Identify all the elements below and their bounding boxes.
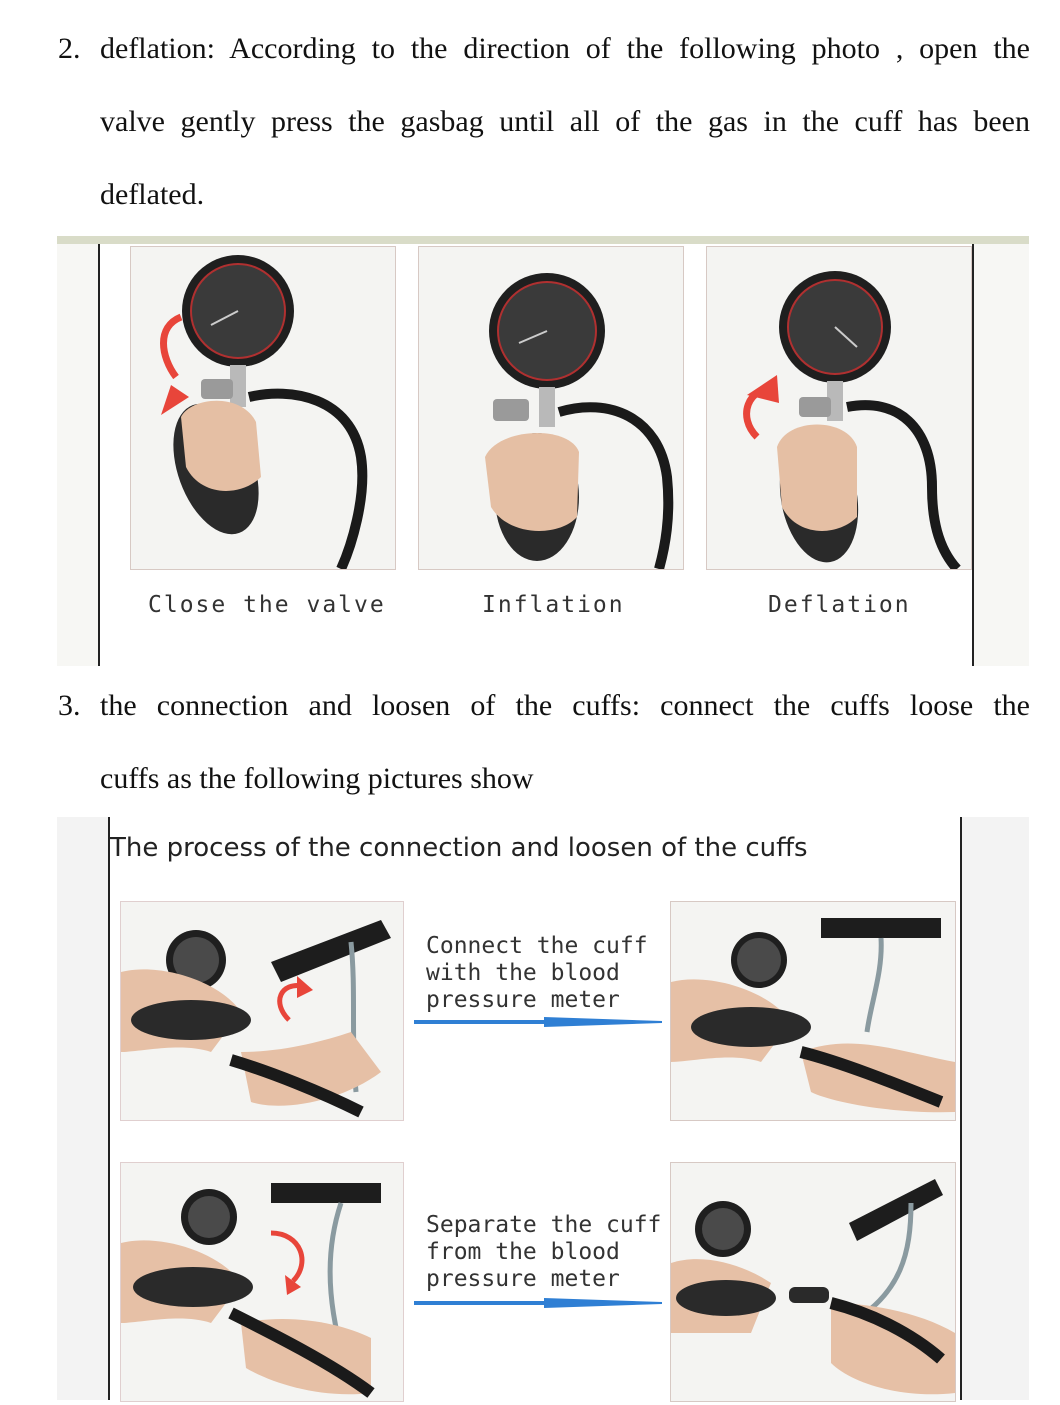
caption-close-valve: Close the valve — [148, 592, 386, 618]
separate-after-photo — [670, 1162, 956, 1402]
step-2-line-2: valve gently press the gasbag until all of the gas in the cuff has been — [100, 105, 1030, 138]
connect-line-2: with the blood — [426, 960, 620, 986]
separate-line-2: from the blood — [426, 1239, 620, 1265]
separate-line-3: pressure meter — [426, 1266, 620, 1292]
caption-deflation: Deflation — [768, 592, 911, 618]
separate-instruction — [426, 1212, 661, 1293]
connect-line-1: Connect the cuff — [426, 933, 648, 959]
cuff-figure-frame — [108, 817, 962, 1400]
right-arrow-icon — [414, 1015, 664, 1029]
inflation-photo — [418, 246, 684, 570]
cuff-figure — [57, 817, 1029, 1400]
valve-figure — [57, 236, 1029, 666]
close-valve-photo — [130, 246, 396, 570]
right-arrow-icon — [414, 1296, 664, 1310]
connect-before-photo — [120, 901, 404, 1121]
valve-figure-frame — [98, 244, 974, 666]
step-3-number: 3. — [58, 689, 81, 722]
connect-line-3: pressure meter — [426, 987, 620, 1013]
deflation-photo — [706, 246, 972, 570]
connect-instruction — [426, 933, 648, 1014]
step-2-number: 2. — [58, 32, 81, 65]
caption-inflation: Inflation — [482, 592, 625, 618]
separate-before-photo — [120, 1162, 404, 1402]
connect-after-photo — [670, 901, 956, 1121]
figure-top-bar — [57, 236, 1029, 244]
step-3-line-1: the connection and loosen of the cuffs: connect the cuffs loose the — [100, 689, 1030, 722]
cuff-figure-title: The process of the connection and loosen of the cuffs — [110, 833, 808, 863]
step-2-line-3: deflated. — [100, 178, 205, 211]
step-3-line-2: cuffs as the following pictures show — [100, 762, 534, 795]
step-2-line-1: deflation: According to the direction of the following photo , open the — [100, 32, 1030, 65]
separate-line-1: Separate the cuff — [426, 1212, 662, 1238]
